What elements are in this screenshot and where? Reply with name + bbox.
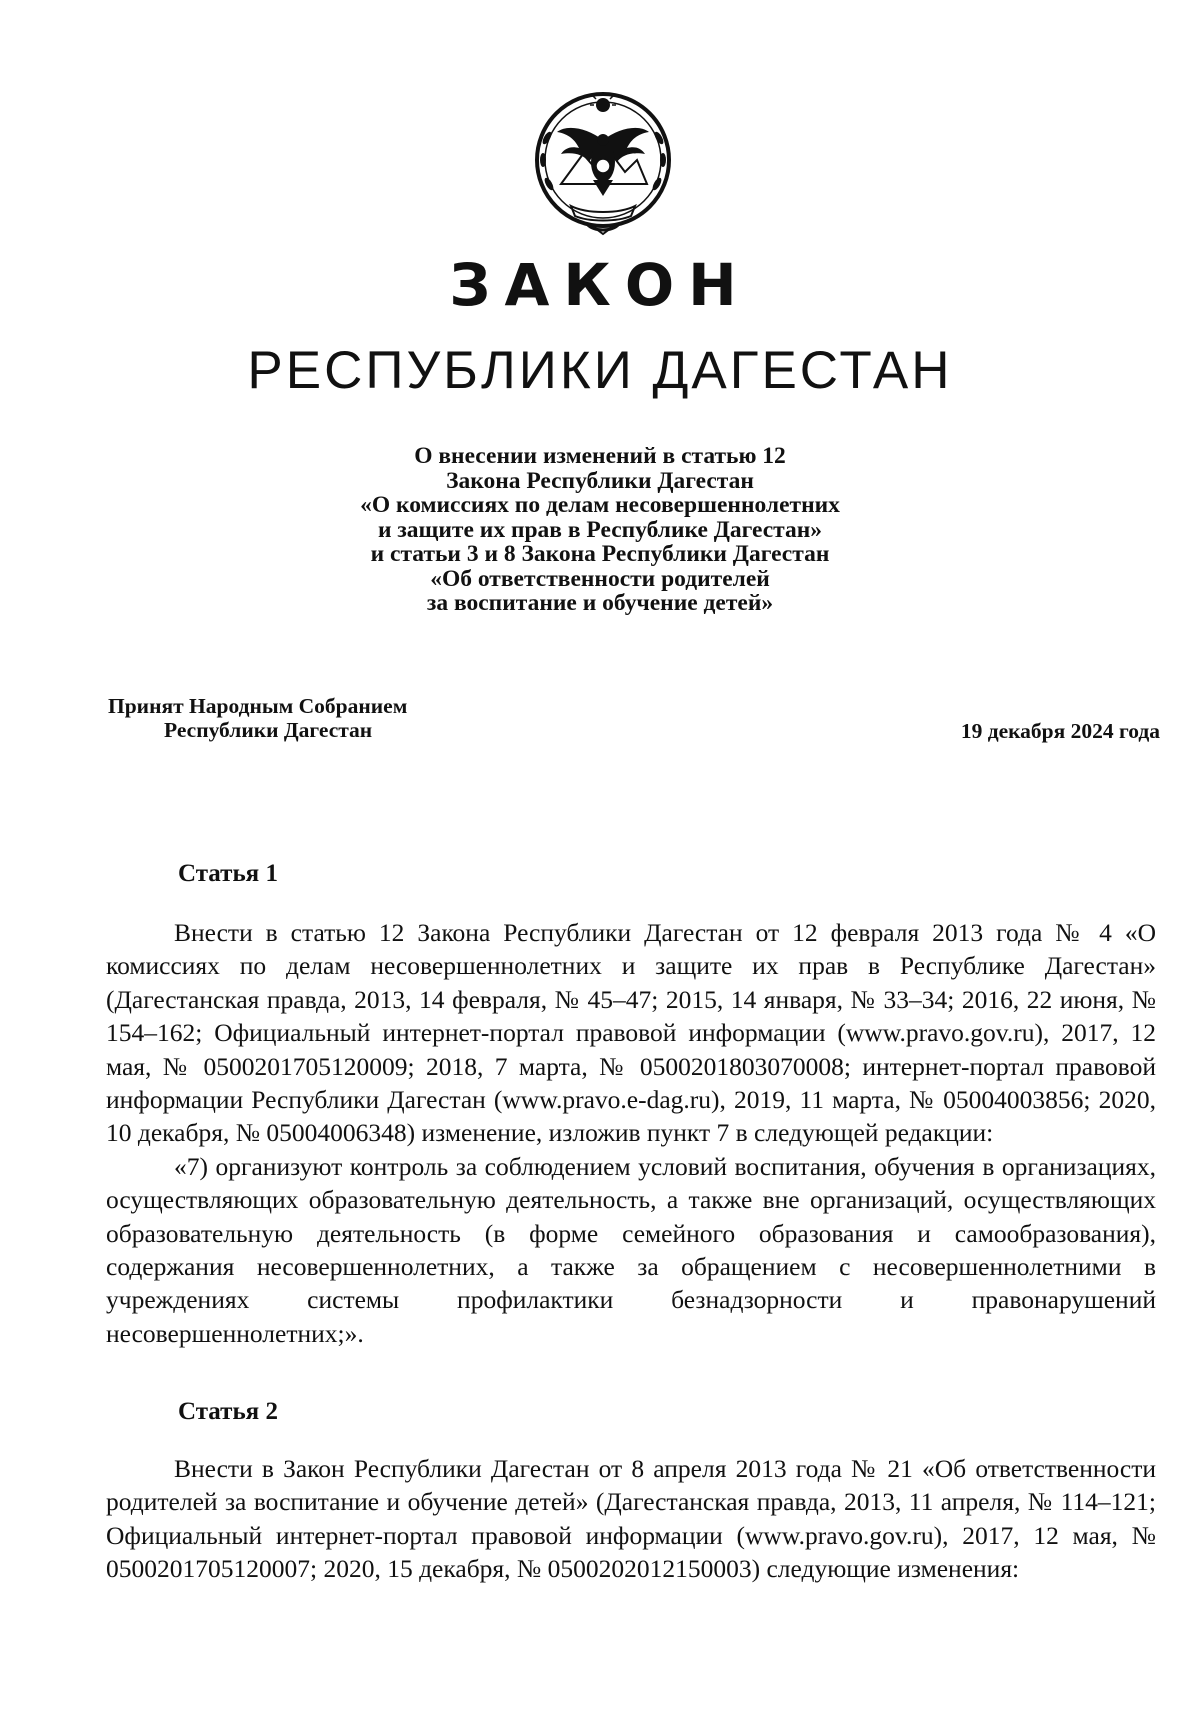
- adoption-line-1: Принят Народным Собранием: [108, 694, 408, 718]
- heading-line: «О комиссиях по делам несовершеннолетних: [360, 492, 840, 518]
- law-title: ЗАКОН: [449, 251, 751, 319]
- article-1-title: Статья 1: [178, 860, 278, 887]
- article-1-paragraph: «7) организуют контроль за соблюдением условий воспитания, обучения в организациях, осуществляющих образовательную деятельность, а также вне организаций, осуществляющих образовательную деятельность (в форме семейного образования и самообразования), содержания несовершеннолетних, а также за обращением с несовершеннолетними в учреждениях системы профилактики безнадзорности и правонарушений несовершеннолетних;».: [106, 1151, 1156, 1348]
- adoption-date: 19 декабря 2024 года: [960, 719, 1160, 743]
- heading-line: и защите их прав в Республике Дагестан»: [377, 516, 823, 543]
- article-2-paragraph: Внести в Закон Республики Дагестан от 8 апреля 2013 года № 21 «Об ответственности родителей за воспитание и обучение детей» (Дагестанская правда, 2013, 11 апреля, № 114–121; Официальный интернет-портал правовой информации (www.pravo.gov.ru), 2017, 12 мая, № 0500201705120007; 2020, 15 декабря, № 0500202012150003) следующие изменения:: [106, 1454, 1156, 1584]
- heading-line: за воспитание и обучение детей»: [426, 590, 774, 616]
- heading-line: Закона Республики Дагестан: [446, 467, 754, 494]
- heading-line: «Об ответственности родителей: [430, 565, 770, 592]
- adoption-line-2: Республики Дагестан: [164, 718, 373, 742]
- dagestan-coat-of-arms-icon: [527, 88, 679, 236]
- article-2-title: Статья 2: [178, 1398, 278, 1425]
- heading-line: и статьи 3 и 8 Закона Республики Дагестан: [370, 541, 830, 567]
- article-2-body: [106, 1452, 1156, 1586]
- article-1-body: [106, 916, 1156, 1350]
- document-heading: [0, 444, 1200, 616]
- heading-line: О внесении изменений в статью 12: [414, 443, 786, 469]
- law-republic-subtitle: РЕСПУБЛИКИ ДАГЕСТАН: [247, 341, 953, 400]
- article-1-paragraph: Внести в статью 12 Закона Республики Дагестан от 12 февраля 2013 года № 4 «О комиссиях по делам несовершеннолетних и защите их прав в Республике Дагестан» (Дагестанская правда, 2013, 14 февраля, № 45–47; 2015, 14 января, № 33–34; 2016, 22 июня, № 154–162; Официальный интернет-портал правовой информации (www.pravo.gov.ru), 2017, 12 мая, № 0500201705120009; 2018, 7 марта, № 0500201803070008; интернет-портал правовой информации Республики Дагестан (www.pravo.e-dag.ru), 2019, 11 марта, № 05004003856; 2020, 10 декабря, № 05004006348) изменение, изложив пункт 7 в следующей редакции:: [106, 918, 1156, 1148]
- adoption-statement: [108, 694, 407, 742]
